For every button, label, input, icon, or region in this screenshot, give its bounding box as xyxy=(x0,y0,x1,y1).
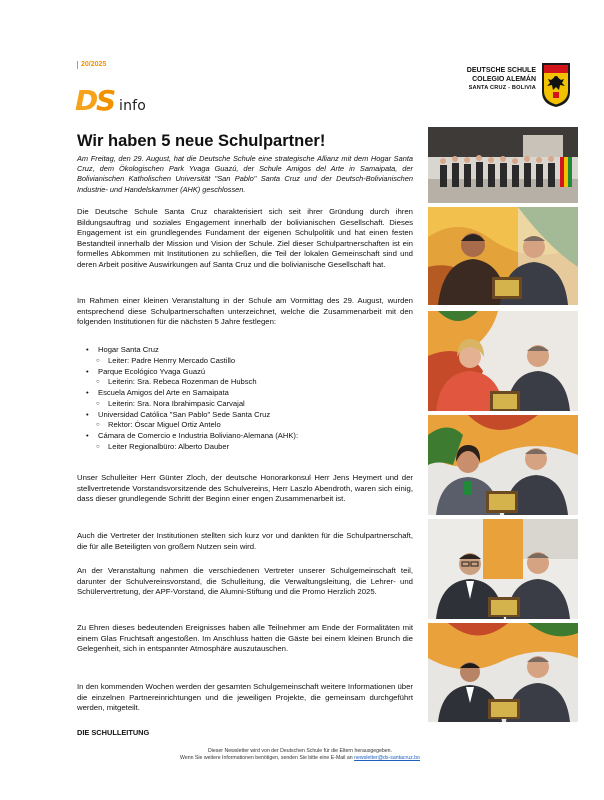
footer xyxy=(120,748,480,762)
school-name-line3: SANTA CRUZ - BOLIVIA xyxy=(468,85,536,91)
partner-name: • Universidad Católica "San Pablo" Sede Santa Cruz xyxy=(86,410,416,421)
footer-line2 xyxy=(120,755,480,762)
partner-name: • Hogar Santa Cruz xyxy=(86,345,416,356)
school-name-line2: COLEGIO ALEMÁN xyxy=(472,76,536,83)
issue-number: 20/2025 xyxy=(77,61,106,69)
signature: DIE SCHULLEITUNG xyxy=(77,728,150,737)
partner-list xyxy=(86,345,416,453)
photo-priest xyxy=(428,207,578,305)
photo-group xyxy=(428,127,578,203)
logo-info-text: info xyxy=(119,98,147,114)
partner-contact: ○ Leiter Regionalbüro: Alberto Dauber xyxy=(86,442,416,453)
paragraph-representatives: Auch die Vertreter der Institutionen stellten sich kurz vor und dankten für die Schulpartnerschaft, die für alle Beteiligten von großem Nutzen sein wird. xyxy=(77,531,413,551)
ds-info-logo xyxy=(75,86,155,116)
footer-email-link[interactable]: newsletter@ds-santacruz.bo xyxy=(354,755,420,761)
partner-name: • Parque Ecológico Yvaga Guazú xyxy=(86,367,416,378)
partner-contact: ○ Leiterin: Sra. Rebeca Rozenman de Hubsch xyxy=(86,377,416,388)
paragraph-outlook: In den kommenden Wochen werden der gesamten Schulgemeinschaft weitere Informationen über die einzelnen Partnereinrichtungen und die jeweiligen Projekte, die gemeinsam durchgeführt werden, mitgeteilt. xyxy=(77,682,413,713)
paragraph-intro: Die Deutsche Schule Santa Cruz charakterisiert sich seit ihrer Gründung durch ihren Bildungsauftrag und soziales Engagement innerhalb der bolivianischen Gesellschaft. Dieses Engagement ist ein grundlegendes Fundament der eigenen Schulpolitik und hat einen festen Bestandteil innerhalb der Mission und Vision der Schule. Ziel dieser Schulpartnerschaften ist ein formelles Abkommen mit Institutionen zu schließen, die Teil der lokalen Gemeinschaft sind und deren Arbeit positive Auswirkungen auf Santa Cruz und die bolivianische Gesellschaft hat. xyxy=(77,207,413,269)
article-lead: Am Freitag, den 29. August, hat die Deutsche Schule eine strategische Allianz mit dem Hogar Santa Cruz, dem Ökologischen Park Yvaga Guazú, der Schule Amigos del Arte in Samaipata, der Bolivianischen Katholischen Universität "San Pablo" Santa Cruz und der Deutsch-Bolivianischen Industrie- und Handelskammer (AHK) geschlossen. xyxy=(77,154,413,194)
school-name xyxy=(436,66,536,93)
paragraph-attendees: An der Veranstaltung nahmen die verschiedenen Vertreter unserer Schulgemeinschaft teil, darunter der Schulvereinsvorstand, die Schulleitung, die Verwaltungsleitung, die Lehrer- und Schülervertretung, der APF-Vorstand, die Alumni-Stiftung und die Promo Herzlich 2025. xyxy=(77,566,413,597)
photo-partner-man-short xyxy=(428,623,578,722)
school-crest-icon xyxy=(541,62,571,108)
footer-line2-text: Wenn Sie weitere Informationen benötigen, senden Sie bitte eine E-Mail an xyxy=(180,755,355,761)
photo-partner-woman-dark xyxy=(428,415,578,515)
logo-letter-d: D xyxy=(75,84,99,117)
partner-contact: ○ Leiter: Padre Henrry Mercado Castillo xyxy=(86,356,416,367)
partner-contact: ○ Leiterin: Sra. Nora Ibrahimpasic Carvajal xyxy=(86,399,416,410)
partner-name: • Escuela Amigos del Arte en Samaipata xyxy=(86,388,416,399)
paragraph-leadership: Unser Schulleiter Herr Günter Zloch, der deutsche Honorarkonsul Herr Jens Heymert und der stellvertretende Vorstandsvorsitzende des Schulvereins, Herr Laszlo Abendroth, waren sich einig, dass dieser grundlegende Schritt der Beginn einer engen Zusammenarbeit ist. xyxy=(77,473,413,504)
partner-contact: ○ Rektor: Óscar Miguel Ortiz Antelo xyxy=(86,420,416,431)
paragraph-event: Im Rahmen einer kleinen Veranstaltung in der Schule am Vormittag des 29. August, wurden entsprechend diese Schulpartnerschaften unterzeichnet, welche die Zusammenarbeit mit den folgenden Institutionen für die nächsten 5 Jahre festlegen: xyxy=(77,296,413,327)
photo-partner-woman-blonde xyxy=(428,311,578,411)
school-name-line1: DEUTSCHE SCHULE xyxy=(466,67,536,74)
paragraph-celebration: Zu Ehren dieses bedeutenden Ereignisses haben alle Teilnehmer am Ende der Formalitäten mit einem Glas Fruchtsaft angestoßen. Im Anschluss hatten die Gäste bei einem kleinen Brunch die Gelegenheit, sich in entspannter Atmosphäre auszutauschen. xyxy=(77,623,413,654)
logo-letter-s: S xyxy=(96,84,117,117)
article-title: Wir haben 5 neue Schulpartner! xyxy=(77,132,326,150)
footer-line1: Dieser Newsletter wird von der Deutschen Schule für die Eltern herausgegeben. xyxy=(208,748,392,754)
photo-partner-man-glasses xyxy=(428,519,578,619)
partner-name: • Cámara de Comercio e Industria Boliviano-Alemana (AHK): xyxy=(86,431,416,442)
